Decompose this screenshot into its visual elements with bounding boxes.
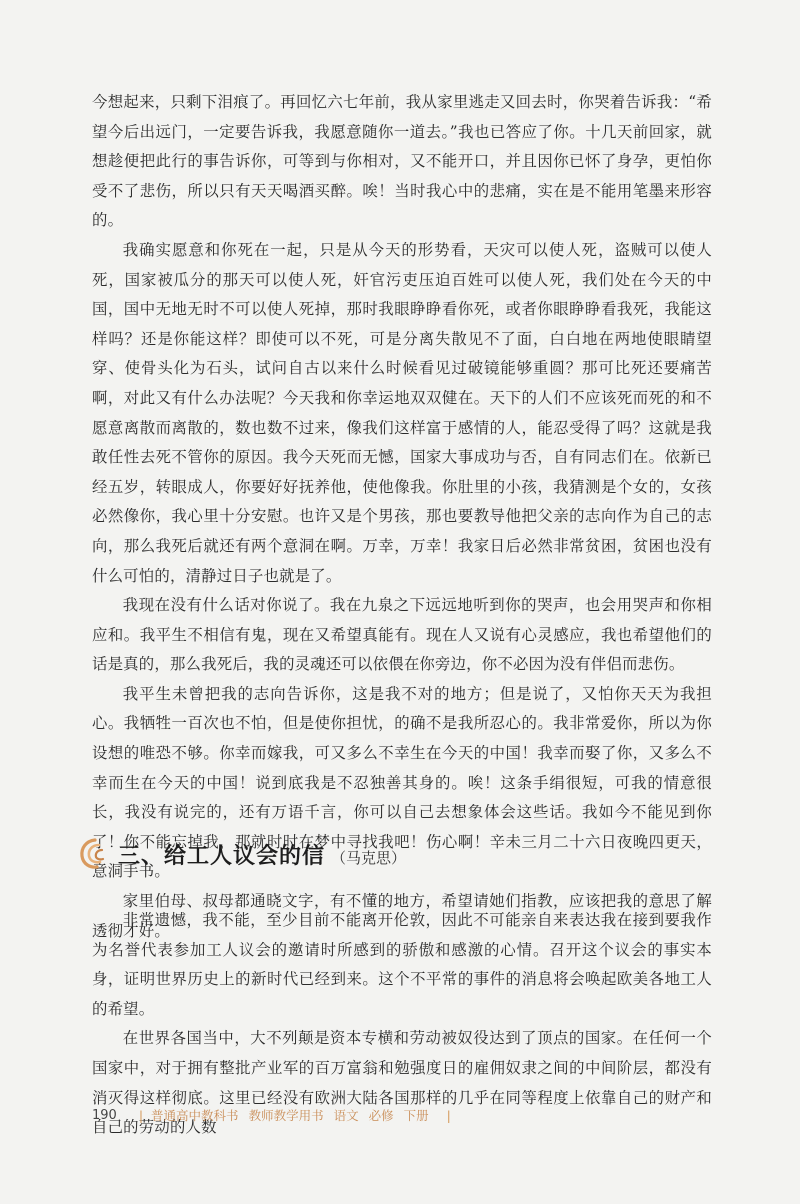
- section-title: 三、给工人议会的信: [118, 843, 326, 869]
- marx-paragraph-2: 在世界各国当中，大不列颠是资本专横和劳动被奴役达到了顶点的国家。在任何一个国家中，对于拥有整批产业军的百万富翁和勉强度日的雇佣奴隶之间的中间阶层，都没有消灭得这样彻底。这里已经没有欧洲大陆各国那样的几乎在同等程度上依靠自己的财产和自己的劳动的人数: [92, 1029, 712, 1137]
- section-swirl-icon: [78, 837, 112, 871]
- footer-textbook: 普通高中教科书: [151, 1108, 239, 1123]
- letter-paragraph-1: 今想起来，只剩下泪痕了。再回忆六七年前，我从家里逃走又回去时，你哭着告诉我：“希望今后出远门，一定要告诉我，我愿意随你一道去。”我也已答应了你。十几天前回家，就想趁便把此行的事告诉你，可等到与你相对，又不能开口，并且因你已怀了身孕，更怕你受不了悲伤，所以只有天天喝酒买醉。唉！当时我心中的悲痛，实在是不能用笔墨来形容的。: [92, 93, 712, 230]
- footer-subject: 语文: [333, 1108, 359, 1123]
- marx-paragraph-1: 非常遗憾，我不能，至少目前不能离开伦敦，因此不可能亲自来表达我在接到要我作为名誉代表参加工人议会的邀请时所感到的骄傲和感激的心情。召开这个议会的事实本身，证明世界历史上的新时代已经到来。这个不平常的事件的消息将会唤起欧美各地工人的希望。: [92, 911, 712, 1018]
- letter-translation-block: [92, 88, 712, 946]
- footer-separator-left: |: [138, 1107, 144, 1123]
- page-number: 190: [92, 1107, 117, 1123]
- letter-paragraph-4: 我平生未曾把我的志向告诉你，这是我不对的地方；但是说了，又怕你天天为我担心。我牺牲一百次也不怕，但是使你担忧，的确不是我所忍心的。我非常爱你，所以为你设想的唯恐不够。你幸而嫁我，可又多么不幸生在今天的中国！我幸而娶了你，又多么不幸而生在今天的中国！说到底我是不忍独善其身的。唉！这条手绢很短，可我的情意很长，我没有说完的，还有万语千言，你可以自己去想象体会这些话。我如今不能见到你了！你不能忘掉我，那就时时在梦中寻找我吧！伤心啊！辛未三月二十六日夜晚四更天，意洞手书。: [92, 684, 712, 881]
- letter-paragraph-5: 家里伯母、叔母都通晓文字，有不懂的地方，希望请她们指教，应该把我的意思了解透彻才好。: [92, 892, 712, 940]
- letter-paragraph-3: 我现在没有什么话对你说了。我在九泉之下远远地听到你的哭声，也会用哭声和你相应和。我平生不相信有鬼，现在又希望真能有。现在人又说有心灵感应，我也希望他们的话是真的，那么我死后，我的灵魂还可以依偎在你旁边，你不必因为没有伴侣而悲伤。: [92, 596, 712, 674]
- page-footer: [92, 1106, 459, 1124]
- footer-required: 必修: [368, 1108, 394, 1123]
- footer-separator-right: |: [446, 1107, 451, 1123]
- letter-paragraph-2: 我确实愿意和你死在一起，只是从今天的形势看，天灾可以使人死，盗贼可以使人死，国家被瓜分的那天可以使人死，奸官污吏压迫百姓可以使人死，我们处在今天的中国，国中无地无时不可以使人死掉，那时我眼睁睁看你死，或者你眼睁睁看我死，我能这样吗？还是你能这样？即使可以不死，可是分离失散见不了面，白白地在两地使眼睛望穿、使骨头化为石头，试问自古以来什么时候看见过破镜能够重圆？那可比死还要痛苦啊，对此又有什么办法呢？今天我和你幸运地双双健在。天下的人们不应该死而死的和不愿意离散而离散的，数也数不过来，像我们这样富于感情的人，能忍受得了吗？这就是我敢任性去死不管你的原因。我今天死而无憾，国家大事成功与否，自有同志们在。依新已经五岁，转眼成人，你要好好抚养他，使他像我。你肚里的小孩，我猜测是个女的，女孩必然像你，我心里十分安慰。也许又是个男孩，那也要教导他把父亲的志向作为自己的志向，那么我死后就还有两个意洞在啊。万幸，万幸！我家日后必然非常贫困，贫困也没有什么可怕的，清静过日子也就是了。: [92, 240, 712, 585]
- section-author: （马克思）: [331, 848, 407, 867]
- footer-teacher-book: 教师教学用书: [248, 1108, 324, 1123]
- section-heading: [78, 834, 406, 874]
- footer-volume: 下册: [403, 1108, 429, 1123]
